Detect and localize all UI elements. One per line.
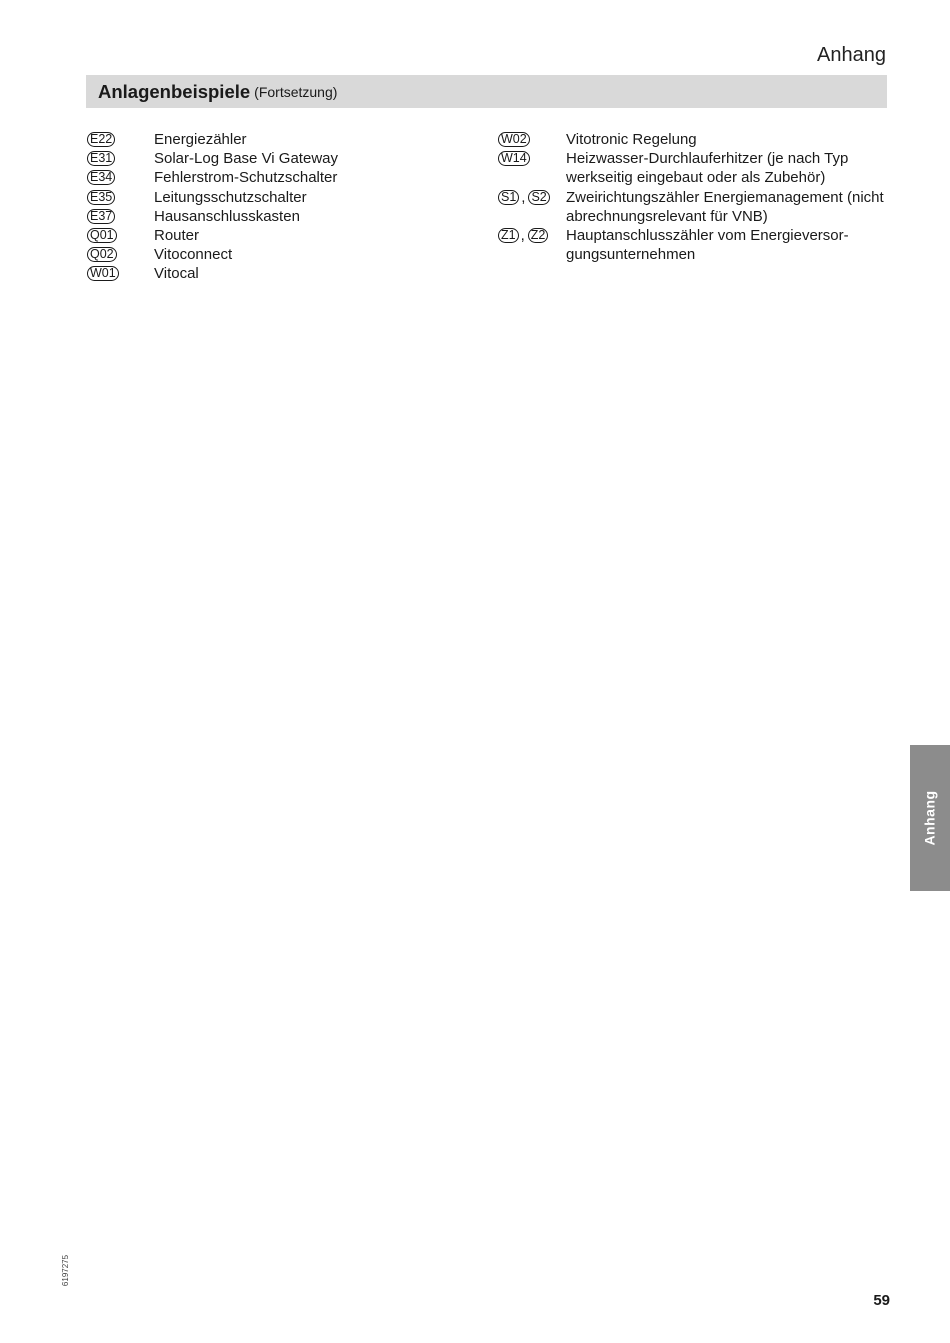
legend-left-column: [87, 130, 487, 284]
code-separator: ,: [521, 188, 526, 206]
legend-item: [87, 207, 487, 226]
legend-item: [87, 130, 487, 149]
legend-description: Vitoconnect: [154, 246, 233, 264]
legend-item: [498, 149, 888, 187]
legend-item: [87, 264, 487, 283]
legend-code-badge: Z1: [498, 228, 519, 243]
section-subtitle: (Fortsetzung): [254, 83, 338, 100]
legend-description: Hauptanschlusszähler vom Energieversorgungsunternehmen: [566, 227, 849, 264]
legend-code-badge: E37: [87, 209, 115, 224]
chapter-side-tab: [910, 745, 950, 891]
legend-item: [87, 226, 487, 245]
legend-code-badge: W02: [498, 132, 530, 147]
legend-code-badge: Q02: [87, 247, 117, 262]
legend-description: Vitotronic Regelung: [566, 131, 697, 148]
document-number-text: 6197275: [61, 1254, 71, 1286]
code-separator: ,: [520, 227, 525, 245]
legend-right-column: [498, 130, 888, 264]
legend-code-badge: S2: [528, 190, 549, 205]
legend-description: Leitungsschutzschalter: [154, 188, 307, 206]
legend-item: [498, 188, 888, 226]
legend-code-badge: E31: [87, 151, 115, 166]
legend-item: [87, 149, 487, 168]
chapter-heading: Anhang: [817, 44, 886, 66]
legend-item: [498, 130, 888, 149]
legend-code-badge: S1: [498, 190, 519, 205]
section-header: [86, 75, 887, 108]
legend-code-badge: Z2: [528, 228, 549, 243]
legend-code-badge: Q01: [87, 228, 117, 243]
legend-description: Zweirichtungszähler Energiemanagement (nicht abrechnungsrelevant für VNB): [566, 188, 884, 225]
section-title: Anlagenbeispiele: [98, 80, 251, 102]
legend-item: [498, 226, 888, 264]
legend-description: Vitocal: [154, 265, 199, 283]
legend-description: Solar-Log Base Vi Gateway: [154, 150, 338, 168]
document-number: [59, 1252, 73, 1288]
legend-code-badge: E34: [87, 170, 115, 185]
legend-description: Fehlerstrom-Schutzschalter: [154, 169, 338, 187]
legend-item: [87, 168, 487, 187]
side-tab-label: Anhang: [922, 790, 939, 846]
page-number: 59: [873, 1292, 890, 1309]
legend-description: Hausanschlusskasten: [154, 207, 300, 225]
legend-code-badge: E35: [87, 190, 115, 205]
legend-code-badge: W01: [87, 266, 119, 281]
legend-code-badge: E22: [87, 132, 115, 147]
legend-description: Energiezähler: [154, 131, 247, 148]
legend-code-badge: W14: [498, 151, 530, 166]
legend-item: [87, 188, 487, 207]
legend-item: [87, 245, 487, 264]
legend-description: Heizwasser-Durchlauferhitzer (je nach Typ werkseitig eingebaut oder als Zubehör): [566, 150, 849, 187]
legend-description: Router: [154, 227, 200, 245]
